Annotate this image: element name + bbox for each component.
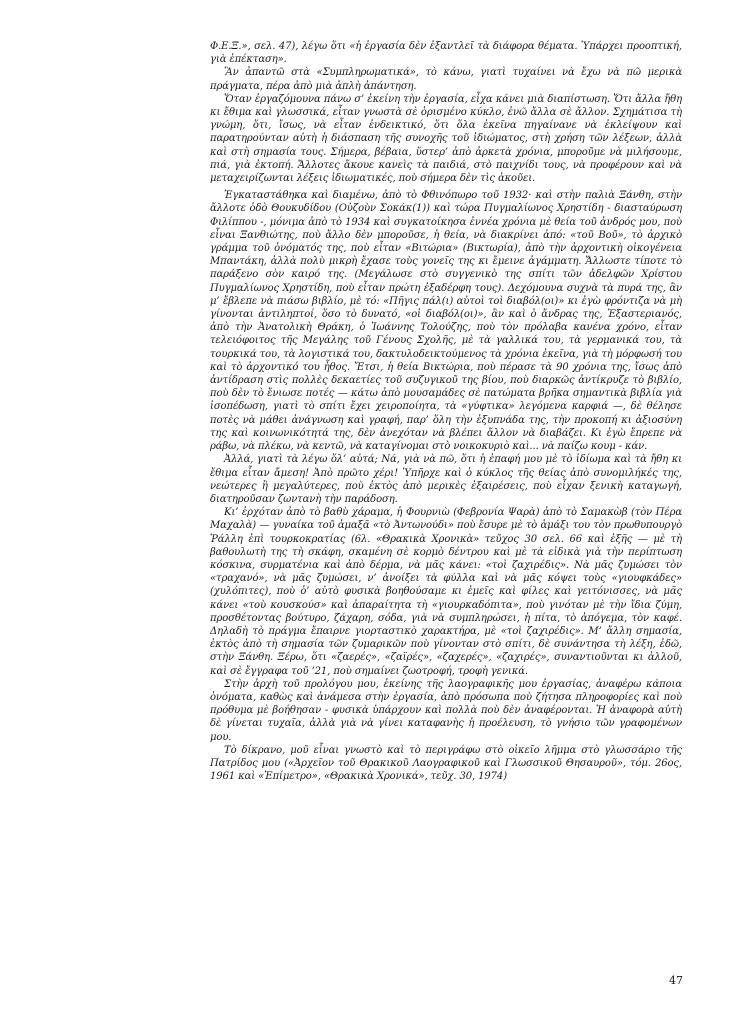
paragraph	[210, 453, 682, 506]
paragraph-text: Ἀλλά, γιατὶ τὰ λέγω ὅλ’ αὐτά; Νά, γιὰ νὰ πῶ, ὅτι ἡ ἐπαφή μου μὲ τὸ ἰδίωμα καὶ τὰ ἤθη κι ἔθιμα εἶταν ἄμεση! Ἀπὸ πρῶτο χέρι! Ὑπῆρχε καὶ ὁ κύκλος τῆς θείας ἀπὸ συνομιλήκές της, νεώτερες ἢ μεγαλύτερες, ποὺ ἐκτὸς ἀπὸ μερικὲς ἐξαιρέσεις, ποὺ εἶχαν ξενικὴ καταγωγή, διατηροῦσαν ζωντανὴ τὴν παράδοση.	[210, 454, 682, 505]
paragraph	[210, 744, 682, 784]
paragraph-text: Ἂν ἀπαντῶ στὰ «Συμπληρωματικά», τὸ κάνω, γιατὶ τυχαίνει νὰ ἔχω νὰ πῶ μερικὰ πράγματα, πέρα ἀπὸ μιὰ ἁπλὴ ἀπάντηση.	[210, 67, 682, 92]
paragraph	[210, 40, 682, 66]
paragraph	[210, 66, 682, 92]
page-body	[210, 40, 682, 783]
paragraph-text: Φ.Ε.Ξ.», σελ. 47), λέγω ὅτι «ἡ ἐργασία δὲν ἐξαντλεῖ τὰ διάφορα θέματα. Ὑπάρχει προοπτική, γιὰ ἐπέκταση».	[210, 41, 682, 66]
paragraph	[210, 506, 682, 678]
paragraph	[210, 678, 682, 744]
paragraph-text: Τὸ δίκρανο, μοῦ εἶναι γνωστὸ καὶ τὸ περιγράφω στὸ οἰκεῖο λῆμμα στὸ γλωσσάριο τῆς Πατρίδος μου («Ἀρχεῖον τοῦ Θρακικοῦ Λαογραφικοῦ καὶ Γλωσσικοῦ Θησαυροῦ», τόμ. 26ος, 1961 καὶ «Ἐπίμετρο», «Θρακικὰ Χρονικά», τεῦχ. 30, 1974)	[210, 744, 682, 783]
paragraph-text: Ὅταν ἐργαζόμουνα πάνω σ’ ἐκείνη τὴν ἐργασία, εἶχα κάνει μιὰ διαπίστωση. Ὅτι ἄλλα ἤθη κι ἔθιμα καὶ γλωσσικά, εἶταν γνωστὰ σὲ ὁρισμένο κύκλο, ἐνῶ ἄλλα σὲ ἄλλον. Σχημάτισα τὴ γνώμη, ὅτι, ἴσως, νὰ εἶταν ἐνδεικτικό, ὅτι ὅλα ἐκεῖνα πηγαίνανε νὰ ἐκλείψουν καὶ παρατηρούνταν αὐτὴ ἡ διάσπαση τῆς συνοχῆς τοῦ ἰδιώματος, στὴ χρήση τῶν λέξεων, ἀλλὰ καὶ στὴ σημασία τους. Σήμερα, βέβαια, ὕστερ’ ἀπὸ ἀρκετὰ χρόνια, μποροῦμε νὰ μιλήσουμε, πιά, γιὰ ἐκτοπή. Ἄλλοτες ἄκουε κανεὶς τὰ παιδιά, στὸ παιχνίδι τους, νὰ προφέρουν καὶ νὰ μεταχειρίζωνται λέξεις ἰδιωματικές, ποὺ σήμερα δὲν τὶς ἀκοῦει.	[210, 93, 682, 185]
paragraph	[210, 189, 682, 453]
paragraph-text: Ἐγκαταστάθηκα καὶ διαμένω, ἀπὸ τὸ Φθινόπωρο τοῦ 1932· καὶ στὴν παλιὰ Ξάνθη, στὴν ἄλλοτε ὁδὸ Θουκυδίδου (Οὐζοὺν Σοκάκ(1)) καὶ τώρα Πυγμαλίωνος Χρηστίδη - διασταύρωση Φιλίππου -, μόνιμα ἀπὸ τὸ 1934 καὶ συγκατοίκησα ἐννέα χρόνια μὲ θεία τοῦ ἀνδρός μου, ποὺ εἶναι Ξανθιώτης, ποὺ ἄλλο δὲν μποροῦσε, ἡ θεία, νὰ διακρίνει ἀπό: «τοῦ Βοῦ», τὸ ἀρχικὸ γράμμα τοῦ ὀνόματός της, ποὺ εἶταν «Βιτώρια» (Βικτωρία), ἀπὸ τὴν ἀρχοντικὴ οἰκογένεια Μπαντάκη, ἀλλὰ πολὺ μικρὴ ἔχασε τοὺς γονεῖς της κι ἔμεινε ἀγάμματη. Ἄλλωστε τίποτε τὸ παράξενο σὸν καιρό της. (Μεγάλωσε στὸ συγγενικὸ της σπίτι τῶν ἀδελφῶν Χρίστου Πυγμαλίωνος Χρηστίδη, ποὺ εἶταν πρώτη ἐξαδέρφη τους). Δεχόμουνα συχνὰ τὰ πυρά της, ἂν μ’ ἔβλεπε νὰ πιάσω βιβλίο, μὲ τό: «Πῆγις πάλ(ι) αὐτοὶ τοὶ διαβόλ(οι)» κι ἐγὼ φρόντιζα νὰ μὴ γίνονται ἀντιληπτοί, ὅσο τὸ δυνατό, «οἱ διαβόλ(οι)», ἂν καὶ ὁ ἄνδρας της, Ἐξαστεριανός, ἀπὸ τὴν Ἀνατολικὴ Θράκη, ὁ Ἰωάννης Τολούζης, ποὺ τὸν πρόλαβα κανένα χρόνο, εἶταν τελειόφοιτος τῆς Μεγάλης τοῦ Γένους Σχολῆς, μὲ τὰ γαλλικά του, τὰ γερμανικά του, τὰ τουρκικά του, τὰ λογιστικά του, δακτυλοδεικτούμενος τὰ χρόνια ἐκεῖνα, γιὰ τὴ μόρφωσή του καὶ τὸ ἀρχοντικό του ἦθος. Ἔτσι, ἡ θεία Βικτώρια, ποὺ πέρασε τὰ 90 χρόνια της, ἴσως ἀπὸ ἀντίδραση στὶς πολλὲς δεκαετίες τοῦ συζυγικοῦ της βίου, ποὺ διαρκῶς ἀντίκρυζε τὸ βιβλίο, ποὺ δὲν τὸ ἔνιωσε ποτές — κάτω ἀπὸ μουσαμάδες σὲ πατώματα βρῆκα σημαντικὰ βιβλία γιὰ ἰσοπέδωση, γιατὶ τὸ σπίτι ἔχει χειροποίητα, τὰ «γύφτικα» λεγόμενα καρφιά —, δὲ θέλησε ποτὲς νὰ μάθει ἀνάγνωση καὶ γραφή, παρ’ ὅλη τὴν ἐξυπνάδα της, τὴν προκοπή κι ἀξιοσύνη της καὶ κοινωνικότητά της, δὲν ἀνεχόταν νὰ βλέπει ἄλλον νὰ διαβάζει. Κι ἐγὼ ἔπρεπε νὰ ράβω, νὰ πλέκω, νὰ κεντῶ, νὰ καταγίνομαι στὸ νοικοκυριὸ καὶ... νὰ παίζω κουμ - κάν.	[210, 190, 682, 453]
paragraph	[210, 93, 682, 185]
paragraph-text: Στὴν ἀρχὴ τοῦ προλόγου μου, ἐκείνης τῆς λαογραφικῆς μου ἐργασίας, ἀναφέρω κάποια ὀνόματα, καθὼς καὶ ἀνάμεσα στὴν ἐργασία, ἀπὸ πρόσωπα ποὺ ζήτησα πληροφορίες καὶ ποὺ πρόθυμα μὲ βοήθησαν - φυσικὰ ὑπάρχουν καὶ πολλὰ ποὺ δὲν ἀναφέρονται. Ἡ ἀναφορὰ αὐτὴ δὲ γίνεται τυχαῖα, ἀλλὰ γιὰ νὰ γίνει καταφανὴς ἡ προέλευση, τὸ γνήσιο τῶν γραφομένων μου.	[210, 678, 682, 743]
page-number: 47	[669, 974, 683, 987]
paragraph-text: Κι’ ἐρχόταν ἀπὸ τὸ βαθὺ χάραμα, ἡ Φουρνιὼ (Φεβρονία Ψαρὰ) ἀπὸ τὸ Σαμακὼβ (τὸν Πέρα Μαχαλὰ) — γυναίκα τοῦ ἁμαξᾶ «τὸ Ἀντωνούδι» ποὺ ἔσυρε μὲ τὸ ἁμάξι του τὸν πρωθυπουργὸ Ῥάλλη ἐπὶ τουρκοκρατίας (6λ. «Θρακικὰ Χρονικὰ» τεῦχος 30 σελ. 66 καὶ ἑξῆς — μὲ τὴ βαθουλωτὴ της τὴ σκάφη, σκαμένη σὲ κορμὸ δέντρου καὶ μὲ τὰ εἰδικὰ γιὰ τὴν περίπτωση κόσκινα, συρματένια καὶ ἀπὸ δέρμα, νὰ μᾶς κάνει: «τοὶ ζαχιρέδις». Νὰ μᾶς ζυμώσει τὸν «τραχανό», νὰ μᾶς ζυμώσει, ν’ ἀνοίξει τὰ φύλλα καὶ νὰ μᾶς κόψει τοὺς «γιουφκάδες» (χυλόπιτες), ποὺ ὁ’ αὐτὸ φυσικὰ βοηθούσαμε κι ἐμεῖς καὶ φίλες καὶ γειτόνισσες, νὰ μᾶς κάνει «τοὺ κουσκούσ» καὶ ἀπαραίτητα τὴ «γιουρκαδόπιτα», ποὺ γινόταν μὲ τὴν ἴδια ζύμη, προσθέτοντας βούτυρο, ζάχαρη, σόδα, γιὰ νὰ συμπληρώσει, ἡ πίτα, τὸ ἀπόγεμα, τὸν καφέ. Δηλαδὴ τὸ πράγμα ἔπαιρνε γιορταστικὸ χαρακτήρα, μὲ «τοὶ ζαχιρέδις». Μ’ ἄλλη σημασία, ἐκτὸς ἀπὸ τὴ σημασία τῶν ζυμαρικῶν ποὺ γίνονταν στὸ σπίτι, δὲ συνάντησα τὴ λέξη, ἐδῶ, στὴν Ξάνθη. Ξέρω, ὅτι «ζαερές», «ζαϊρές», «ζαχερές», «ζαχιρές», συναντιοῦνται κι ἀλλοῦ, καὶ σὲ ἔγγραφα τοῦ ’21, ποὺ σημαίνει ζωοτροφή, τροφὴ γενικά.	[210, 507, 682, 677]
